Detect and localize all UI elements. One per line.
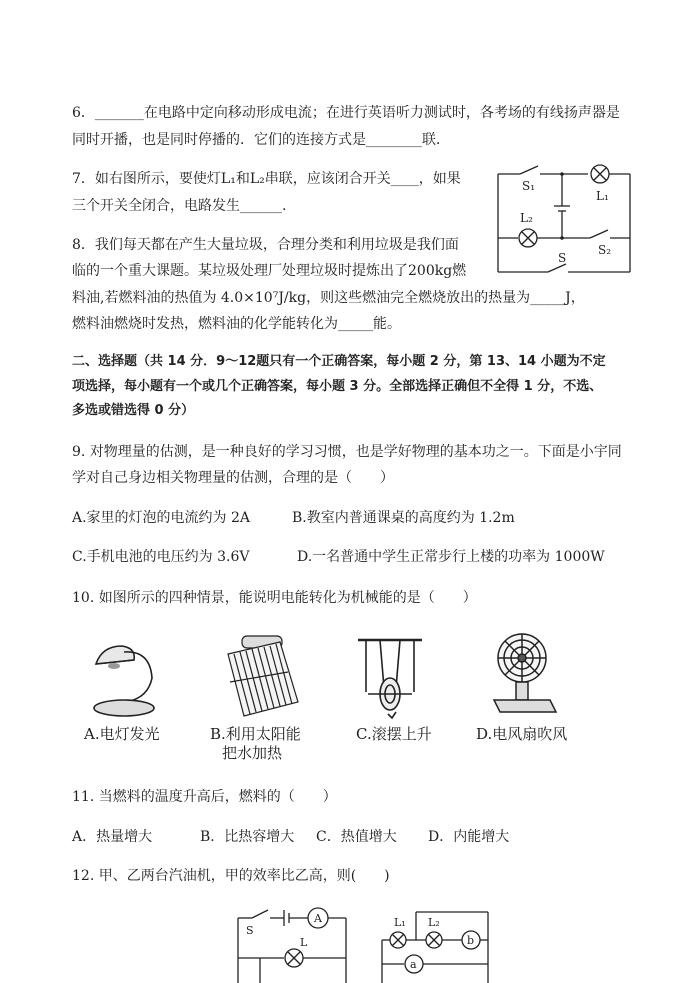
- q11-option-d: D．内能增大: [428, 829, 510, 845]
- section2-line3: 多选或错选得 0 分）: [72, 403, 195, 418]
- electric-fan-icon: [488, 628, 558, 720]
- q7-line2: 三个开关全闭合，电路发生______.: [72, 198, 287, 214]
- q8-line3: 料油,若燃料油的热值为 4.0×10⁷J/kg，则这些燃油完全燃烧放出的热量为_____J，: [72, 290, 585, 306]
- q6-line2: 同时开播，也是同时停播的．它们的连接方式是________联．: [72, 132, 450, 148]
- desk-lamp-icon: [88, 638, 168, 720]
- q11-option-c: C．热值增大: [316, 829, 397, 845]
- label-l1: L₁: [596, 189, 609, 203]
- q9-option-a: A.家里的灯泡的电流约为 2A: [72, 510, 251, 526]
- label-ammeter-a: A: [314, 912, 322, 925]
- label-l1-bottom: L₁: [394, 916, 406, 929]
- q8-line1: 8．我们每天都在产生大量垃圾，合理分类和利用垃圾是我们面: [72, 237, 459, 253]
- label-s2: S₂: [598, 243, 612, 257]
- q8-line2: 临的一个重大课题。某垃圾处理厂处理垃圾时提炼出了200kg燃: [72, 263, 467, 279]
- q10-caption-c: C.滚摆上升: [356, 725, 432, 743]
- q11-stem: 11. 当燃料的温度升高后，燃料的（ ）: [72, 789, 337, 805]
- label-l-bottom: L: [300, 936, 308, 949]
- q9-option-c: C.手机电池的电压约为 3.6V: [72, 549, 250, 565]
- q11-option-b: B．比热容增大: [200, 829, 295, 845]
- q9-option-b: B.教室内普通课桌的高度约为 1.2m: [292, 510, 515, 526]
- section2-line1: 二、选择题（共 14 分．9～12题只有一个正确答案，每小题 2 分，第 13、14 小题为不定: [72, 354, 606, 369]
- q8-line4: 燃料油燃烧时发热，燃料油的化学能转化为_____能。: [72, 316, 401, 332]
- solar-heater-icon: [218, 632, 302, 724]
- q10-caption-d: D.电风扇吹风: [476, 725, 568, 743]
- label-l2-bottom: L₂: [428, 916, 440, 929]
- q10-caption-b1: B.利用太阳能: [210, 725, 301, 743]
- circuit-diagram-right: [376, 904, 492, 983]
- label-s-bottom: S: [246, 924, 254, 937]
- q7-line1: 7．如右图所示，要使灯L₁和L₂串联，应该闭合开关____，如果: [72, 171, 461, 187]
- label-meter-a: a: [410, 958, 417, 971]
- q10-caption-b2: 把水加热: [222, 744, 283, 762]
- q10-stem: 10. 如图所示的四种情景，能说明电能转化为机械能的是（ ）: [72, 590, 477, 606]
- label-s1: S₁: [522, 179, 536, 193]
- q12-stem: 12. 甲、乙两台汽油机，甲的效率比乙高，则( ): [72, 868, 390, 884]
- label-meter-b: b: [467, 934, 475, 947]
- circuit-diagram-left: [232, 900, 352, 983]
- q9-line2: 学对自己身边相关物理量的估测，合理的是（ ）: [72, 470, 394, 486]
- label-s: S: [558, 251, 567, 265]
- circuit-diagram-q7: [490, 160, 640, 285]
- q9-line1: 9. 对物理量的估测，是一种良好的学习习惯，也是学好物理的基本功之一。下面是小宇同: [72, 444, 622, 460]
- q6-line1: 6．_______在电路中定向移动形成电流；在进行英语听力测试时，各考场的有线扬声器是: [72, 105, 620, 121]
- section2-line2: 项选择，每小题有一个或几个正确答案，每小题 3 分。全部选择正确但不全得 1 分，不选、: [72, 379, 603, 394]
- label-l2: L₂: [520, 211, 533, 225]
- q11-option-a: A．热量增大: [72, 829, 153, 845]
- q9-option-d: D.一名普通中学生正常步行上楼的功率为 1000W: [297, 549, 605, 565]
- q10-caption-a: A.电灯发光: [84, 725, 160, 743]
- pendulum-icon: [350, 632, 430, 722]
